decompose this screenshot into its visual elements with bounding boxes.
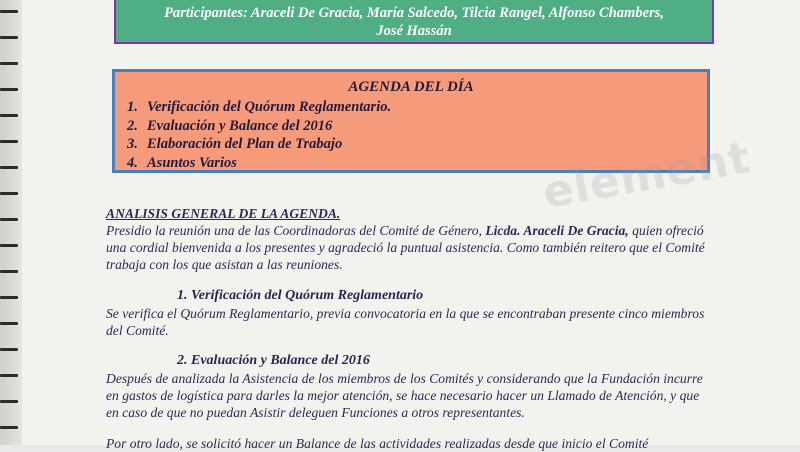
agenda-item: 3. Elaboración del Plan de Trabajo <box>127 136 343 152</box>
binding-ring <box>0 374 18 377</box>
binding-ring <box>0 166 18 169</box>
watermark: element <box>539 132 755 219</box>
section1-heading: 1. Verificación del Quórum Reglamentario <box>177 288 424 303</box>
document-page <box>22 0 800 451</box>
section2-heading: 2. Evaluación y Balance del 2016 <box>177 353 370 368</box>
participants-line-2: José Hassán <box>376 23 452 39</box>
coordinator-name: Licda. Araceli De Gracia, <box>485 223 629 238</box>
binding-ring <box>0 114 18 117</box>
binding-ring <box>0 10 18 13</box>
binding-ring <box>0 88 18 91</box>
binding-ring <box>0 62 18 65</box>
section1-text: Se verifica el Quórum Reglamentario, previa convocatoria en la que se encontraban presente cinco miembros del Comité. <box>106 306 705 338</box>
agenda-title: AGENDA DEL DÍA <box>348 79 474 95</box>
agenda-item: 1. Verificación del Quórum Reglamentario. <box>127 99 392 115</box>
binding-ring <box>0 400 18 403</box>
binding-ring <box>0 270 18 273</box>
binding-ring <box>0 348 18 351</box>
agenda-item: 4. Asuntos Varios <box>127 154 237 171</box>
analysis-section <box>106 205 710 273</box>
section2-cut-line: Por otro lado, se solicitó hacer un Balance de las actividades realizadas desde que inicio el Comité <box>106 436 649 451</box>
binding-ring <box>0 36 18 39</box>
binding-ring <box>0 218 18 221</box>
binding-ring <box>0 426 18 429</box>
binding-ring <box>0 192 18 195</box>
binding-ring <box>0 296 18 299</box>
participants-line-1: Participantes: Araceli De Gracia, María Salcedo, Tilcia Rangel, Alfonso Chambers, <box>164 5 664 21</box>
analysis-paragraph: Presidio la reunión una de las Coordinadoras del Comité de Género, Licda. Araceli De Gracia, quien ofreció una cordial bienvenida a los presentes y agradeció la puntual asistencia. Como también reitero que el Comité trabaja con los que asistan a las reuniones. <box>106 223 705 272</box>
analysis-heading: ANALISIS GENERAL DE LA AGENDA. <box>106 206 341 221</box>
binding-margin <box>0 0 22 445</box>
agenda-item: 2. Evaluación y Balance del 2016 <box>127 117 333 134</box>
binding-ring <box>0 140 18 143</box>
participants-box <box>114 0 714 44</box>
binding-ring <box>0 322 18 325</box>
binding-ring <box>0 244 18 247</box>
section2-text: Después de analizada la Asistencia de los miembros de los Comités y considerando que la Fundación incurre en gastos de logística para darles la mejor atención, se hace necesario hacer un Llamado de Atención, y que en caso de que no puedan Asistir deleguen Funciones a otros representantes. <box>106 371 703 420</box>
